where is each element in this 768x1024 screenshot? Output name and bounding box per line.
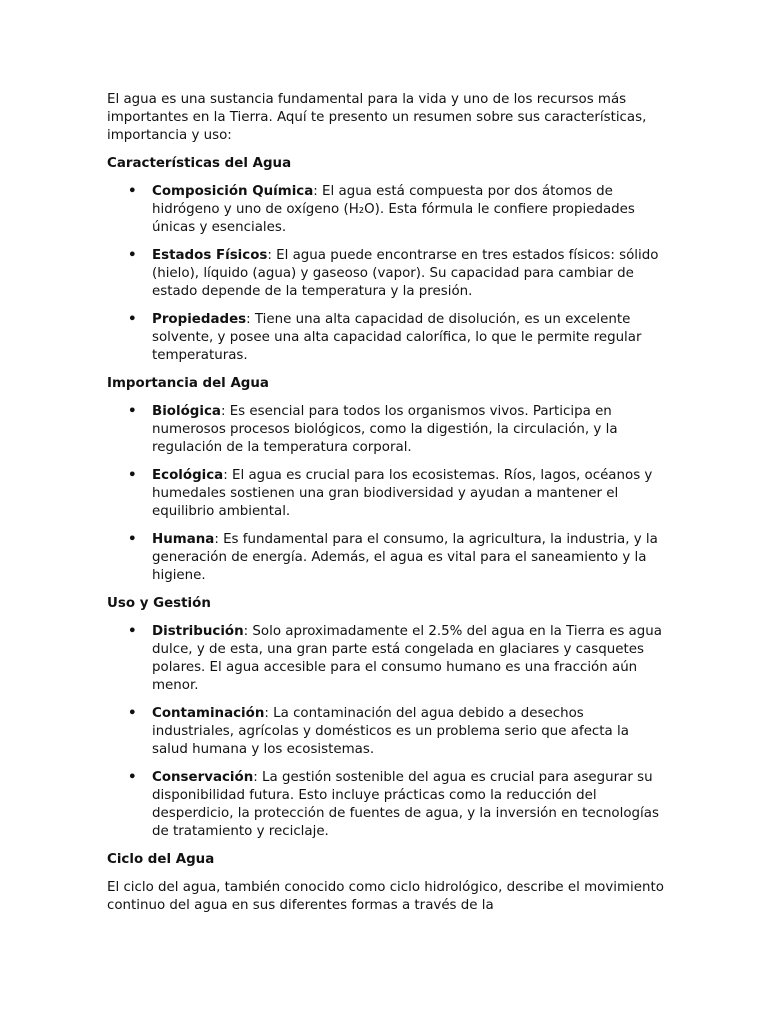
item-text: : La contaminación del agua debido a desechos industriales, agrícolas y domésticos es un problema serio que afecta la salud humana y los ecosistemas. — [152, 706, 629, 757]
intro-paragraph: El agua es una sustancia fundamental para la vida y uno de los recursos más importantes en la Tierra. Aquí te presento un resumen sobre sus características, importancia y uso: — [107, 92, 647, 143]
list-item — [107, 183, 667, 237]
list-item — [107, 531, 667, 585]
item-term: Composición Química — [152, 184, 314, 199]
item-term: Conservación — [152, 770, 254, 785]
item-term: Distribución — [152, 624, 244, 639]
item-term: Humana — [152, 532, 215, 547]
bullet-icon: • — [128, 706, 137, 721]
list-importancia — [107, 403, 667, 585]
bullet-icon: • — [128, 532, 137, 547]
section-heading-ciclo: Ciclo del Agua — [107, 852, 215, 867]
list-item — [107, 467, 667, 521]
item-text: : La gestión sostenible del agua es crucial para asegurar su disponibilidad futura. Esto incluye prácticas como la reducción del desperdicio, la protección de fuentes de agua, y la inversión en tecnologías de tratamiento y reciclaje. — [152, 770, 659, 839]
item-text: : Solo aproximadamente el 2.5% del agua en la Tierra es agua dulce, y de esta, una gran parte está congelada en glaciares y casquetes polares. El agua accesible para el consumo humano es una fracción aún menor. — [152, 624, 662, 693]
document-content — [107, 91, 667, 915]
ciclo-paragraph: El ciclo del agua, también conocido como ciclo hidrológico, describe el movimiento continuo del agua en sus diferentes formas a través de la — [107, 880, 664, 913]
item-text: : Es fundamental para el consumo, la agricultura, la industria, y la generación de energía. Además, el agua es vital para el saneamiento y la higiene. — [152, 532, 658, 583]
list-item — [107, 623, 667, 695]
bullet-icon: • — [128, 248, 137, 263]
list-item — [107, 247, 667, 301]
section-heading-uso-gestion: Uso y Gestión — [107, 596, 211, 611]
list-item — [107, 403, 667, 457]
item-term: Biológica — [152, 404, 221, 419]
item-term: Propiedades — [152, 312, 247, 327]
item-text: : El agua puede encontrarse en tres estados físicos: sólido (hielo), líquido (agua) y gaseoso (vapor). Su capacidad para cambiar de estado depende de la temperatura y la presión. — [152, 248, 659, 299]
bullet-icon: • — [128, 312, 137, 327]
item-term: Estados Físicos — [152, 248, 268, 263]
item-text: : El agua es crucial para los ecosistemas. Ríos, lagos, océanos y humedales sostienen una gran biodiversidad y ayudan a mantener el equilibrio ambiental. — [152, 468, 653, 519]
list-item — [107, 769, 667, 841]
section-heading-importancia: Importancia del Agua — [107, 376, 269, 391]
list-item — [107, 311, 667, 365]
item-text: : El agua está compuesta por dos átomos de hidrógeno y uno de oxígeno (H₂O). Esta fórmula le confiere propiedades únicas y esenciales. — [152, 184, 635, 235]
section-heading-caracteristicas: Características del Agua — [107, 156, 292, 171]
bullet-icon: • — [128, 184, 137, 199]
item-term: Ecológica — [152, 468, 224, 483]
item-text: : Es esencial para todos los organismos vivos. Participa en numerosos procesos biológicos, como la digestión, la circulación, y la regulación de la temperatura corporal. — [152, 404, 618, 455]
list-caracteristicas — [107, 183, 667, 365]
bullet-icon: • — [128, 770, 137, 785]
item-text: : Tiene una alta capacidad de disolución, es un excelente solvente, y posee una alta capacidad calorífica, lo que le permite regular temperaturas. — [152, 312, 642, 363]
bullet-icon: • — [128, 404, 137, 419]
item-term: Contaminación — [152, 706, 265, 721]
list-uso-gestion — [107, 623, 667, 841]
bullet-icon: • — [128, 624, 137, 639]
list-item — [107, 705, 667, 759]
bullet-icon: • — [128, 468, 137, 483]
